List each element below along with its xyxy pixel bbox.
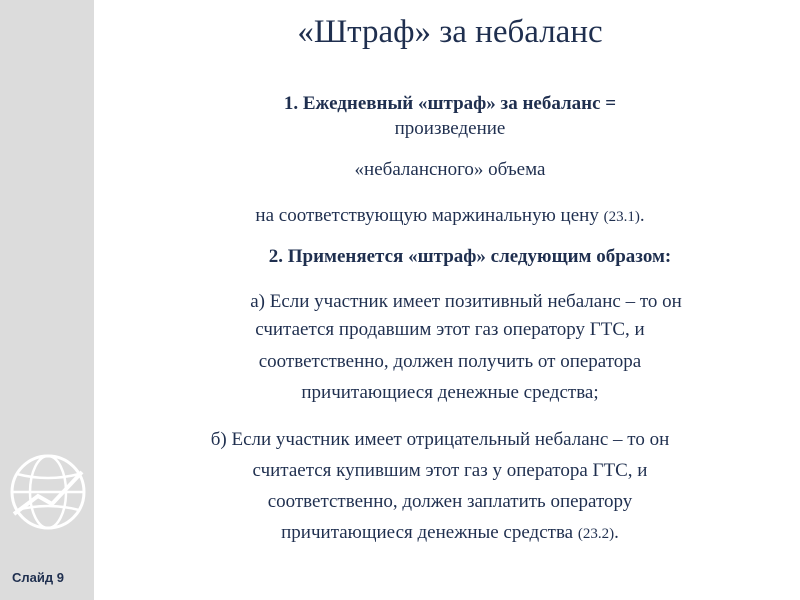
item1-heading: 1. Ежедневный «штраф» за небаланс = [283, 93, 617, 114]
point-b-line: соответственно, должен заплатить оператору [267, 491, 633, 512]
sidebar [0, 0, 94, 600]
point-a-line: считается продавшим этот газ оператору ГТС, и [255, 319, 645, 340]
point-b-line: б) Если участник имеет отрицательный небаланс – то он [210, 429, 670, 450]
point-b-line: считается купившим этот газ у оператора ГТС, и [252, 460, 648, 481]
item2-heading: 2. Применяется «штраф» следующим образом: [268, 246, 672, 267]
globe-logo-icon [8, 452, 88, 532]
slide-title: «Штраф» за небаланс [297, 14, 603, 50]
item1-line3: «небалансного» объема [354, 159, 546, 180]
point-b-reference: (23.2) [577, 526, 615, 542]
point-a-line: соответственно, должен получить от оператора [258, 351, 642, 372]
point-b-last-line [100, 521, 800, 546]
point-b-last-end: . [614, 522, 619, 543]
point-a-line: а) Если участник имеет позитивный небаланс – то он [250, 291, 682, 312]
item1-line4 [100, 204, 800, 229]
slide-number: Слайд 9 [12, 570, 64, 585]
point-a-line: причитающиеся денежные средства; [301, 382, 599, 403]
item1-line4-end: . [639, 205, 645, 226]
item1-reference: (23.1) [603, 209, 640, 225]
item1-line2: произведение [394, 118, 506, 139]
slide-content [100, 0, 800, 600]
item1-line4-text: на соответствующую маржинальную цену [255, 205, 604, 226]
point-b-last-text: причитающиеся денежные средства [281, 522, 578, 543]
